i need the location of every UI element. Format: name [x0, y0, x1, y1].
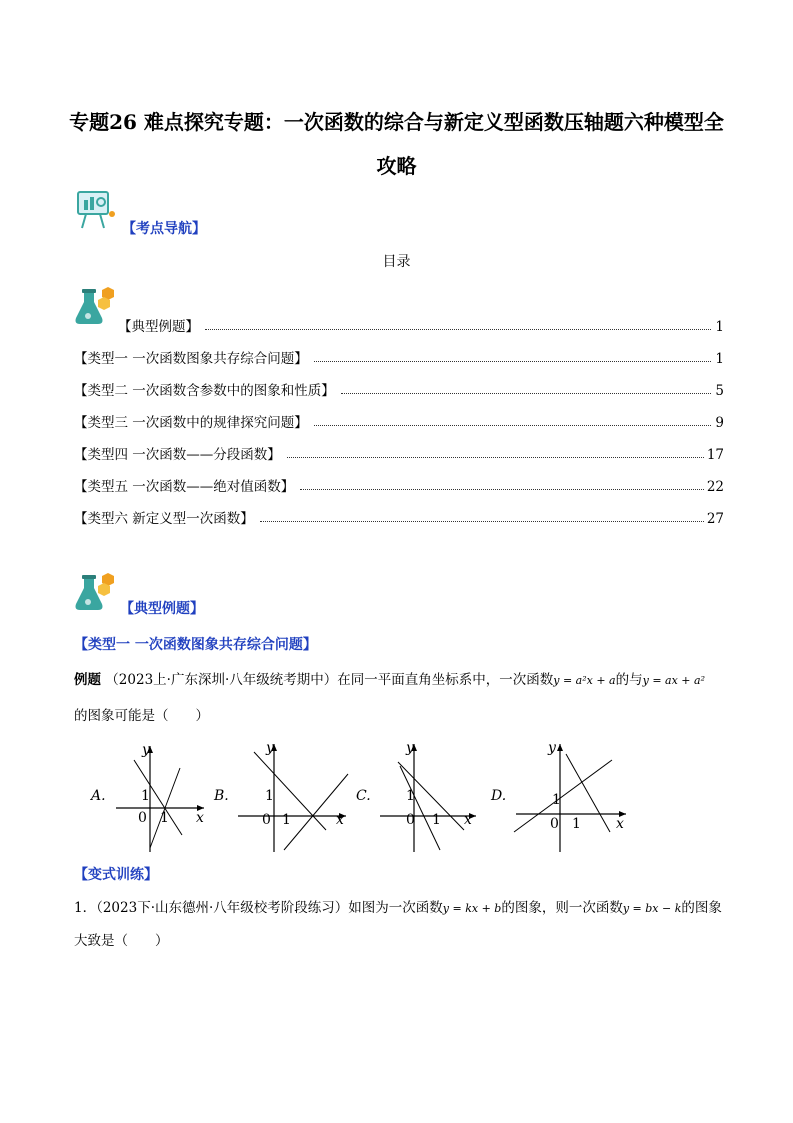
toc-leader: [314, 360, 711, 362]
nav-heading: 【考点导航】: [122, 221, 206, 237]
toc-entry-label: 【类型五 一次函数——绝对值函数】: [74, 479, 295, 495]
exercise1-mid: 的图象，则一次函数: [501, 900, 623, 916]
toc-leader: [300, 488, 704, 490]
type1-heading: 【类型一 一次函数图象共存综合问题】: [74, 637, 317, 653]
toc-entry-page: 1: [715, 319, 724, 335]
exercise1-func2: y = bx − k: [622, 902, 682, 915]
toc-entry-page: 5: [715, 383, 724, 399]
toc-entry-label: 【类型一 一次函数图象共存综合问题】: [74, 351, 308, 367]
example-func1: y = a²x + a: [553, 674, 616, 687]
toc-entry-label: 【典型例题】: [118, 319, 199, 335]
exercise1-line1: [74, 897, 754, 920]
exercise1-number: 1．: [74, 900, 97, 916]
toc-entry-page: 22: [706, 479, 724, 495]
toc-entry[interactable]: [74, 505, 724, 527]
exercise1-end: 的图象: [681, 900, 722, 916]
toc-leader: [205, 328, 711, 330]
toc-leader: [260, 520, 704, 522]
axis-y-label: y: [266, 740, 274, 756]
axis-x-label: x: [196, 810, 204, 826]
flask-icon: [74, 572, 116, 614]
origin-label: 0: [406, 812, 415, 828]
presentation-board-icon: [74, 188, 118, 232]
tick-one-y: 1: [265, 788, 274, 804]
toc-leader: [287, 456, 704, 458]
option-d-graph[interactable]: [512, 738, 632, 855]
toc-entry[interactable]: [74, 377, 724, 399]
toc-entry[interactable]: [74, 409, 724, 431]
option-c-graph[interactable]: [376, 738, 482, 855]
axis-x-label: x: [336, 812, 344, 828]
axis-x-label: x: [616, 816, 624, 832]
variant-heading: 【变式训练】: [74, 867, 158, 883]
example-line2: 的图象可能是（ ）: [74, 708, 209, 724]
axis-x-label: x: [464, 812, 472, 828]
toc-entry-page: 9: [715, 415, 724, 431]
option-c-label[interactable]: C.: [356, 788, 371, 804]
option-d-label[interactable]: D.: [491, 788, 507, 804]
option-a-label[interactable]: A.: [91, 788, 106, 804]
option-b-graph[interactable]: [236, 738, 354, 855]
exercise1-line2: 大致是（ ）: [74, 933, 169, 949]
tick-one-y: 1: [141, 788, 150, 804]
page-title: 专题26 难点探究专题：一次函数的综合与新定义型函数压轴题六种模型全攻略: [69, 110, 724, 178]
toc-entry[interactable]: [118, 313, 724, 335]
flask-icon: [74, 286, 116, 328]
example-label: 例题: [74, 672, 101, 688]
axis-y-label: y: [142, 742, 150, 758]
toc-entry-page: 27: [706, 511, 724, 527]
toc-entry-label: 【类型六 新定义型一次函数】: [74, 511, 254, 527]
toc-entry-label: 【类型三 一次函数中的规律探究问题】: [74, 415, 308, 431]
toc-entry[interactable]: [74, 345, 724, 367]
examples-heading: 【典型例题】: [120, 601, 204, 617]
tick-one-y: 1: [406, 788, 415, 804]
example-line1: [74, 669, 754, 692]
toc-entry[interactable]: [74, 473, 724, 495]
option-a-graph[interactable]: [112, 740, 210, 855]
tick-one-x: 1: [432, 812, 441, 828]
toc-entry-label: 【类型四 一次函数——分段函数】: [74, 447, 281, 463]
tick-one-x: 1: [572, 816, 581, 832]
example-mid: 的与: [615, 672, 643, 688]
axis-y-label: y: [406, 740, 414, 756]
example-func2: y = ax + a²: [642, 674, 705, 687]
toc-entry-page: 1: [715, 351, 724, 367]
toc-entry-page: 17: [706, 447, 724, 463]
origin-label: 0: [262, 812, 271, 828]
toc-leader: [341, 392, 711, 394]
toc-entry[interactable]: [74, 441, 724, 463]
tick-one-y: 1: [552, 792, 561, 808]
origin-label: 0: [138, 810, 147, 826]
tick-one-x: 1: [160, 810, 169, 826]
exercise1-func1: y = kx + b: [442, 902, 502, 915]
toc-leader: [314, 424, 711, 426]
origin-label: 0: [550, 816, 559, 832]
exercise1-text: （2023下·山东德州·八年级校考阶段练习）如图为一次函数: [96, 900, 443, 916]
toc-entry-label: 【类型二 一次函数含参数中的图象和性质】: [74, 383, 335, 399]
tick-one-x: 1: [282, 812, 291, 828]
option-b-label[interactable]: B.: [214, 788, 229, 804]
example-text: （2023上·广东深圳·八年级统考期中）在同一平面直角坐标系中，一次函数: [105, 672, 554, 688]
toc-title: 目录: [382, 254, 411, 270]
axis-y-label: y: [548, 740, 556, 756]
